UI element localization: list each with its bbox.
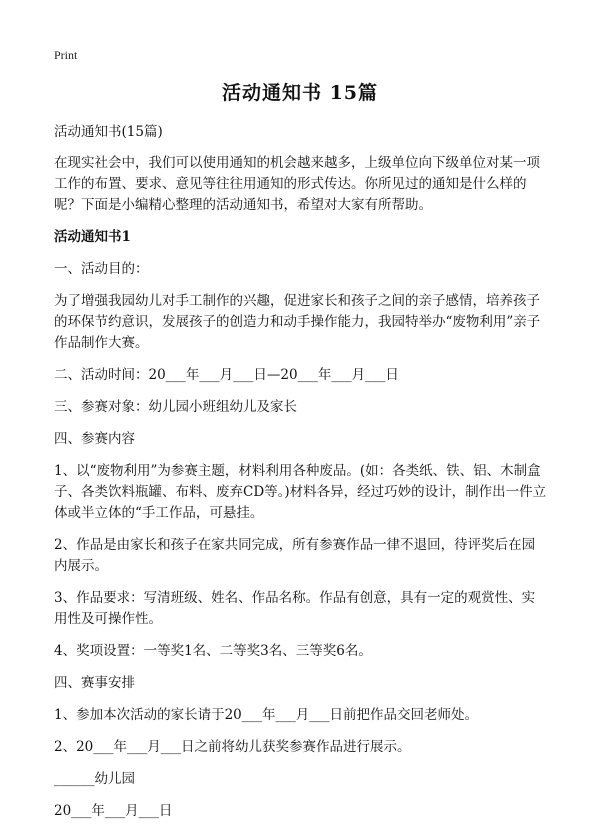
paragraph-item-4: 4、奖项设置：一等奖1名、二等奖3名、三等奖6名。 <box>54 643 372 659</box>
paragraph-schedule-1: 1、参加本次活动的家长请于20___年___月___日前把作品交回老师处。 <box>54 707 479 723</box>
paragraph-signature-date: 20___年___月___日 <box>54 803 173 819</box>
paragraph-activity-time: 二、活动时间：20___年___月___日—20___年___月___日 <box>54 367 399 383</box>
section-heading: 活动通知书1 <box>54 229 131 245</box>
document-subtitle: 活动通知书(15篇) <box>54 124 163 140</box>
intro-paragraph: 在现实社会中，我们可以使用通知的机会越来越多，上级单位向下级单位对某一项工作的布置、要求、意见等往往用通知的形式传达。你所见过的通知是什么样的呢？下面是小编精心整理的活动通知书，希望对大家有所帮助。 <box>54 155 540 213</box>
paragraph-activity-purpose-label: 一、活动目的： <box>54 261 149 277</box>
paragraph-item-2: 2、作品是由家长和孩子在家共同完成，所有参赛作品一律不退回，待评奖后在园内展示。 <box>54 537 536 574</box>
document-title: 活动通知书 15篇 <box>221 82 379 104</box>
paragraph-item-1: 1、以“废物利用”为参赛主题，材料利用各种废品。(如：各类纸、铁、铝、木制盒子、各类饮料瓶罐、布料、废弃CD等。)材料各异，经过巧妙的设计，制作出一件立体或半立体的“手工作品，可悬挂。 <box>54 463 547 521</box>
document-body <box>54 122 548 833</box>
paragraph-item-3: 3、作品要求：写清班级、姓名、作品名称。作品有创意，具有一定的观赏性、实用性及可操作性。 <box>54 590 536 627</box>
paragraph-signature-org: ______幼儿园 <box>54 771 135 787</box>
paragraph-activity-purpose: 为了增强我园幼儿对手工制作的兴趣，促进家长和孩子之间的亲子感情，培养孩子的环保节约意识，发展孩子的创造力和动手操作能力，我园特举办“废物利用”亲子作品制作大赛。 <box>54 293 541 351</box>
print-label[interactable]: Print <box>54 48 78 62</box>
paragraph-participants: 三、参赛对象：幼儿园小班组幼儿及家长 <box>54 399 297 415</box>
paragraph-contest-content-label: 四、参赛内容 <box>54 431 135 447</box>
paragraph-schedule-2: 2、20___年___月___日之前将幼儿获奖参赛作品进行展示。 <box>54 739 411 755</box>
paragraph-schedule-label: 四、赛事安排 <box>54 675 135 691</box>
